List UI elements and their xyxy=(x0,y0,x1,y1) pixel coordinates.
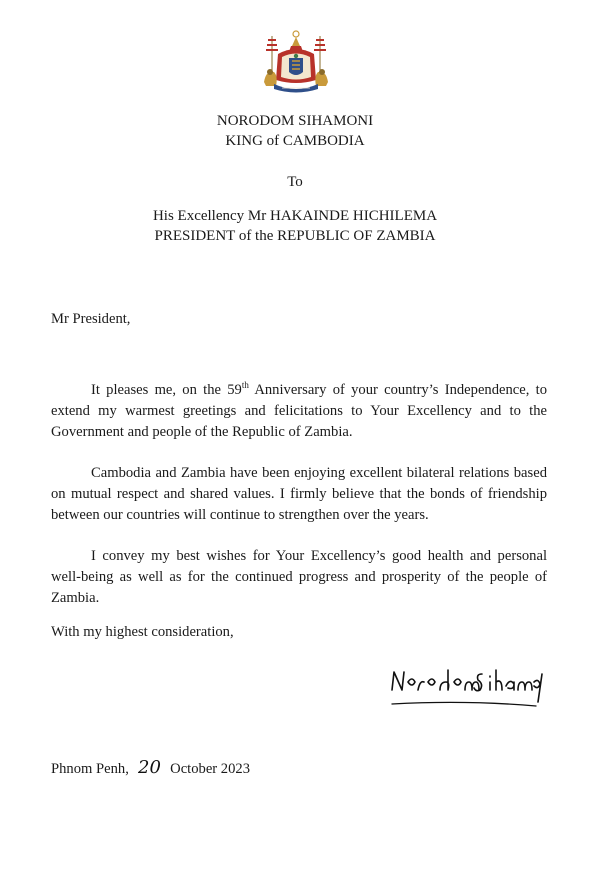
paragraph-1-start: It pleases me, on the 59 xyxy=(91,382,242,398)
paragraph-1-rest: Anniversary of your country’s Independence, to extend my warmest greetings and felicitations to Your Excellency and to the Government and people of the Republic of Zambia. xyxy=(51,382,548,440)
recipient-name: His Excellency Mr HAKAINDE HICHILEMA xyxy=(152,208,438,224)
sender-title: KING of CAMBODIA xyxy=(225,133,365,149)
ordinal-suffix: th xyxy=(241,380,249,391)
sender-name: NORODOM SIHAMONI xyxy=(216,113,374,129)
body-paragraph-2 xyxy=(51,463,547,526)
date-place: Phnom Penh, xyxy=(51,761,129,777)
date-day-handwritten: 20 xyxy=(138,757,161,778)
date-month-year: October 2023 xyxy=(170,761,250,777)
recipient-block xyxy=(0,206,590,246)
body-paragraph-1 xyxy=(51,380,547,443)
salutation: Mr President, xyxy=(51,311,131,327)
royal-arms-of-cambodia-icon xyxy=(258,30,334,94)
body-paragraph-3 xyxy=(51,546,547,609)
handwritten-signature xyxy=(386,660,546,712)
paragraph-2-text: Cambodia and Zambia have been enjoying excellent bilateral relations based on mutual respect and shared values. I firmly believe that the bonds of friendship between our countries will continue to strengthen over the years. xyxy=(51,465,547,523)
to-label: To xyxy=(287,174,303,190)
letterhead-sender xyxy=(0,111,590,151)
paragraph-3-text: I convey my best wishes for Your Excellency’s good health and personal well-being as well as for the continued progress and prosperity of the people of Zambia. xyxy=(51,548,547,606)
dateline xyxy=(51,758,250,779)
recipient-title: PRESIDENT of the REPUBLIC OF ZAMBIA xyxy=(154,228,436,244)
closing-line: With my highest consideration, xyxy=(51,624,234,640)
